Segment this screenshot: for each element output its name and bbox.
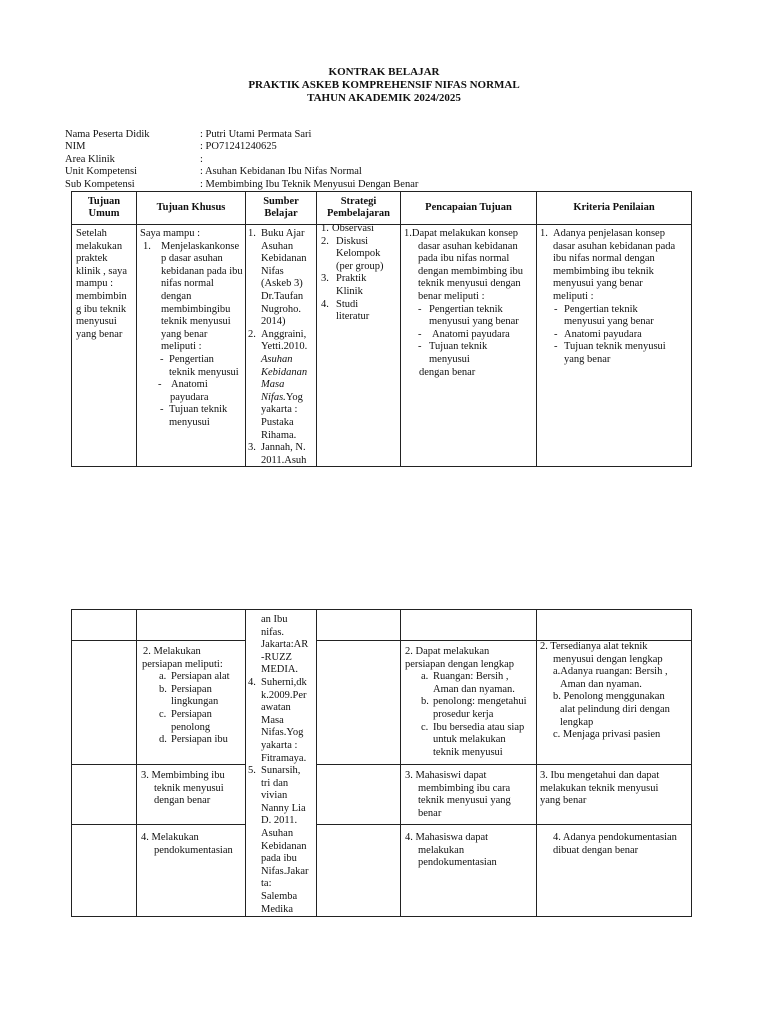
cell-text: yang benar (564, 353, 611, 365)
list-item (248, 329, 316, 442)
cell-text: untuk melakukan (433, 734, 506, 746)
cell-text: klinik , saya (76, 265, 128, 277)
cell-text: Persiapan (171, 683, 212, 695)
cell-text: Tujuan teknik (429, 341, 488, 353)
cell-pencapaian-4 (405, 832, 536, 870)
cell-tujuan-khusus (140, 228, 246, 430)
cell-strategi (321, 223, 400, 324)
bullet: - (160, 404, 164, 416)
cell-text: Salemba (261, 890, 298, 902)
info-label: Sub Kompetensi (65, 178, 135, 190)
cell-text: Asuhan (261, 353, 293, 365)
list-letter: d. (159, 734, 167, 746)
cell-text: 2011.Asuh (261, 454, 307, 466)
cell-text: dengan membimbing ibu (418, 265, 523, 277)
cell-text: menyusui (429, 353, 470, 365)
cell-text: Asuhan (261, 240, 294, 252)
table-border (71, 191, 72, 467)
cell-text: Studi (336, 298, 359, 310)
cell-text: Nifas (261, 265, 284, 277)
cell-text: mampu : (76, 278, 114, 290)
list-letter: a. (421, 671, 429, 683)
cell-text: 3. Mahasiswi dapat (405, 770, 487, 781)
cell-text: melakukan teknik menyusui (540, 782, 659, 794)
list-item (405, 671, 536, 696)
cell-text: dasar asuhan kebidanan pada (553, 240, 676, 252)
cell-text: persiapan meliputi: (142, 658, 223, 670)
info-value: : Asuhan Kebidanan Ibu Nifas Normal (200, 166, 362, 178)
list-letter: c. (421, 721, 429, 733)
cell-text: membimbing ibu cara (418, 782, 511, 794)
bullet: - (554, 328, 558, 340)
info-row (65, 166, 418, 178)
list-item (540, 304, 691, 329)
cell-text: 2. Melakukan (143, 646, 201, 657)
info-value: : (200, 153, 203, 165)
list-item (405, 722, 536, 760)
list-item (321, 236, 400, 274)
list-item (248, 228, 316, 329)
cell-text: yang benar (540, 795, 587, 807)
cell-text: 2. Dapat melakukan (405, 646, 490, 657)
cell-text: dengan (161, 290, 192, 302)
list-number: 3. (321, 273, 329, 285)
cell-text: Anggraini, (261, 328, 307, 340)
list-letter: c. (159, 708, 167, 720)
cell-text: 3. Ibu mengetahui dan dapat (540, 770, 660, 781)
table-border (536, 191, 537, 467)
cell-text: Yog (285, 391, 303, 403)
cell-text: membimbing ibu teknik (553, 265, 654, 277)
list-item (540, 341, 691, 366)
cell-sumber-belajar (248, 228, 316, 467)
table-border (71, 609, 72, 917)
info-label: NIM (65, 141, 86, 153)
list-number: 5. (248, 765, 256, 776)
cell-text: an Ibu (261, 614, 288, 625)
cell-text: Kebidanan (261, 253, 307, 265)
cell-text: Asuhan (261, 827, 294, 839)
table-border (316, 764, 692, 765)
cell-text: ibu nifas normal dengan (553, 253, 655, 265)
table-border (536, 609, 537, 917)
list-number: 1. (248, 228, 256, 239)
cell-text: Dr.Taufan (261, 290, 304, 302)
cell-text: menyusui (169, 416, 210, 428)
list-number: 1. (143, 240, 151, 252)
cell-text: meliputi : (161, 341, 202, 353)
cell-tujuan-khusus-4 (141, 832, 245, 857)
cell-text: a.Adanya ruangan: Bersih , (553, 666, 668, 678)
cell-text: menyusui dengan lengkap (553, 653, 663, 665)
cell-text: MEDIA. (261, 664, 299, 676)
cell-text: melakukan (76, 240, 123, 252)
cell-text: Rihama. (261, 429, 297, 441)
document-title: KONTRAK BELAJAR (328, 66, 440, 78)
cell-text: menyusui yang benar (553, 278, 643, 290)
header-tujuan-khusus (137, 192, 245, 224)
cell-text: Tujuan teknik (169, 404, 228, 416)
header-tujuan-umum (72, 192, 136, 224)
cell-text: (Askeb 3) (261, 278, 303, 290)
bullet: - (554, 341, 558, 353)
header-text: Belajar (264, 208, 298, 219)
list-number: 1. (540, 228, 548, 239)
cell-text: Nanny Lia (261, 802, 306, 814)
list-number: 4. (248, 677, 256, 688)
cell-text: Anatomi (171, 379, 208, 391)
cell-text: benar meliputi : (418, 290, 485, 302)
cell-text: menyusui yang benar (564, 316, 654, 328)
cell-kriteria-4 (553, 832, 691, 857)
cell-text: Observasi (332, 223, 374, 234)
cell-text: tri dan (261, 777, 289, 789)
list-letter: b. (159, 683, 167, 695)
cell-text: pendokumentasian (154, 844, 233, 856)
bullet: - (160, 353, 164, 365)
table-border (136, 609, 137, 917)
cell-text: prosedur kerja (433, 708, 494, 720)
table-border (400, 191, 401, 467)
list-letter: b. (421, 696, 429, 708)
cell-text: teknik menyusui yang (418, 795, 511, 807)
table-border (691, 609, 692, 917)
cell-text: Nifas.Yog (261, 727, 304, 739)
info-row (65, 141, 418, 153)
cell-text: k.2009.Per (261, 689, 307, 701)
cell-text: (per group) (336, 260, 384, 272)
cell-text: Adanya penjelasan konsep (553, 228, 665, 239)
cell-text: penolong: mengetahui (433, 696, 527, 708)
cell-text: 2014) (261, 316, 286, 328)
cell-pencapaian-3 (405, 770, 536, 820)
list-item (404, 341, 536, 366)
cell-text: menyusui yang benar (429, 316, 519, 328)
list-number: 1. (321, 223, 329, 234)
list-letter: a. (159, 671, 167, 683)
cell-text: teknik menyusui (433, 746, 503, 758)
cell-text: pendokumentasian (418, 857, 497, 869)
cell-text: teknik menyusui (161, 316, 231, 328)
cell-text: Tujuan teknik menyusui (564, 341, 666, 353)
info-row (65, 154, 418, 166)
cell-text: 1.Dapat melakukan konsep (404, 228, 519, 239)
cell-text: Kebidanan (261, 366, 308, 378)
table-border (71, 824, 246, 825)
table-border (316, 824, 692, 825)
academic-year: TAHUN AKADEMIK 2024/2025 (307, 92, 461, 104)
list-item (321, 273, 400, 298)
cell-text: 3. Membimbing ibu (141, 770, 225, 781)
list-item (404, 329, 536, 342)
list-item (140, 241, 246, 354)
cell-text: Masa (261, 714, 284, 726)
cell-text: alat pelindung diri dengan (560, 703, 670, 715)
bullet: - (554, 303, 558, 315)
cell-text: payudara (170, 391, 209, 403)
cell-text: lengkap (560, 716, 594, 728)
list-number: 2. (321, 235, 329, 247)
cell-text: 4. Adanya pendokumentasian (553, 832, 677, 843)
document-subtitle: PRAKTIK ASKEB KOMPREHENSIF NIFAS NORMAL (248, 79, 520, 91)
cell-text: Nugroho. (261, 303, 301, 315)
table-border (71, 609, 692, 610)
cell-kriteria-3 (540, 770, 691, 808)
list-item (248, 765, 316, 916)
cell-text: Klinik (336, 285, 363, 297)
cell-text: Yetti.2010. (261, 341, 308, 353)
list-item (143, 684, 245, 709)
cell-text: Persiapan alat (171, 671, 230, 683)
header-text: Tujuan Khusus (156, 201, 226, 213)
cell-text: menyusui (76, 316, 117, 328)
info-label: Nama Peserta Didik (65, 129, 150, 140)
table-border (71, 466, 692, 467)
cell-text: Ibu bersedia atau siap (433, 721, 525, 733)
cell-text: Persiapan (171, 708, 212, 720)
cell-text: dibuat dengan benar (553, 844, 639, 856)
cell-text: dasar asuhan kebidanan (418, 240, 518, 252)
cell-text: Kebidanan (261, 840, 307, 852)
cell-text: Suherni,dk (261, 677, 307, 688)
cell-text: ta: (261, 878, 272, 890)
list-item (248, 442, 316, 467)
list-item (140, 354, 246, 379)
cell-text: Anatomi payudara (432, 328, 510, 340)
info-value: : PO71241240625 (200, 141, 277, 153)
header-pencapaian (401, 192, 536, 224)
header-kriteria (537, 192, 691, 224)
list-item (540, 329, 691, 342)
cell-text: Menjelaskankonse (161, 240, 240, 252)
cell-kriteria-2 (540, 641, 691, 742)
cell-text: Fitramaya. (261, 752, 307, 764)
table-border (400, 609, 401, 917)
cell-text: Pengertian teknik (429, 303, 503, 315)
header-sumber-belajar (246, 192, 316, 224)
cell-text: Buku Ajar (261, 228, 305, 239)
cell-text: teknik menyusui dengan (418, 278, 521, 290)
cell-text: Praktik (336, 273, 367, 285)
cell-text: Aman dan nyaman. (560, 678, 642, 690)
info-value: : Putri Utami Permata Sari (200, 129, 312, 140)
header-text: Pencapaian Tujuan (425, 201, 512, 213)
student-info (65, 129, 418, 191)
cell-text: Pustaka (261, 416, 294, 428)
list-item (321, 299, 400, 324)
header-text: Strategi (340, 195, 377, 207)
list-item (540, 228, 691, 304)
table-border (316, 609, 317, 917)
cell-text: p dasar asuhan (161, 253, 223, 265)
table-border (71, 916, 692, 917)
cell-text: 4. Mahasiswa dapat (405, 832, 489, 843)
cell-text: Diskusi (336, 235, 369, 247)
list-number: 3. (248, 442, 256, 454)
cell-text: Anatomi payudara (564, 328, 642, 340)
cell-text: meliputi : (553, 290, 594, 302)
info-value: : Membimbing Ibu Teknik Menyusui Dengan Benar (200, 178, 419, 190)
header-text: Pembelajaran (327, 208, 390, 219)
bullet: - (158, 379, 162, 391)
cell-tujuan-khusus-2 (143, 646, 245, 747)
cell-text: dengan benar (419, 366, 476, 378)
cell-text: dengan benar (154, 795, 211, 807)
cell-text: Ruangan: Bersih , (433, 671, 509, 683)
cell-text: 2. Tersedianya alat teknik (540, 641, 648, 652)
list-item (405, 696, 536, 721)
cell-text: D. 2011. (261, 815, 298, 827)
cell-text: Setelah (76, 228, 107, 239)
cell-text: awatan (261, 702, 291, 714)
cell-text: literatur (336, 311, 370, 323)
cell-text: teknik menyusui (169, 366, 239, 378)
cell-text: yang benar (161, 328, 208, 340)
table-border (71, 640, 246, 641)
cell-text: yakarta : (261, 404, 298, 416)
cell-text: Kelompok (336, 248, 381, 260)
list-item (404, 304, 536, 329)
cell-text: Nifas. (261, 391, 286, 403)
table-border (316, 191, 317, 467)
header-strategi (317, 192, 400, 224)
cell-text: membimbingibu (161, 303, 231, 315)
info-label: Area Klinik (65, 153, 115, 165)
cell-text: teknik menyusui (154, 782, 224, 794)
table-border (71, 764, 246, 765)
cell-text: Jakarta:AR (261, 639, 309, 651)
cell-kriteria (540, 228, 691, 367)
header-text: Tujuan (87, 195, 121, 207)
cell-text: melakukan (418, 844, 465, 856)
bullet: - (418, 328, 422, 340)
cell-text: Masa (261, 379, 285, 391)
cell-text: Saya mampu : (140, 228, 201, 239)
cell-text: pada ibu (261, 853, 297, 865)
cell-text: Nifas.Jakar (261, 865, 309, 877)
cell-text: vivian (261, 790, 288, 802)
cell-text: nifas. (261, 626, 285, 638)
cell-text: c. Menjaga privasi pasien (553, 729, 661, 741)
info-row (65, 179, 418, 191)
cell-pencapaian (404, 228, 536, 379)
list-item (143, 671, 245, 684)
bullet: - (418, 303, 422, 315)
info-label: Unit Kompetensi (65, 166, 138, 178)
cell-text: yang benar (76, 328, 123, 340)
table-border (245, 609, 246, 917)
cell-text: -RUZZ (261, 651, 292, 663)
cell-text: Pengertian (169, 353, 214, 365)
cell-text: lingkungan (171, 696, 219, 708)
list-number: 4. (321, 298, 329, 310)
cell-text: b. Penolong menggunakan (553, 691, 665, 703)
cell-text: nifas normal (161, 278, 214, 290)
list-number: 2. (248, 328, 256, 340)
info-row (65, 129, 418, 141)
cell-sumber-lanjutan (261, 614, 316, 677)
table-border (136, 191, 137, 467)
header-text: Sumber (263, 195, 299, 207)
cell-text: benar (418, 807, 442, 819)
list-item (321, 223, 400, 236)
cell-text: Sunarsih, (261, 765, 301, 776)
cell-text: 4. Melakukan (141, 832, 199, 843)
list-item (143, 709, 245, 734)
cell-tujuan-khusus-3 (141, 770, 245, 808)
cell-text: g ibu teknik (76, 303, 127, 315)
cell-text: yakarta : (261, 739, 298, 751)
cell-text: Persiapan ibu (171, 734, 228, 746)
cell-tujuan-umum (76, 228, 136, 341)
cell-text: persiapan dengan lengkap (405, 658, 515, 670)
list-item (140, 379, 246, 404)
cell-text: penolong (171, 721, 211, 733)
cell-text: membimbin (76, 290, 127, 302)
list-item (248, 677, 316, 765)
table-border (691, 191, 692, 467)
cell-text: Jannah, N. (261, 442, 306, 454)
list-item (140, 404, 246, 429)
cell-text: Aman dan nyaman. (433, 683, 515, 695)
cell-text: pada ibu nifas normal (418, 253, 510, 265)
bullet: - (418, 341, 422, 353)
list-item (143, 734, 245, 747)
cell-pencapaian-2 (405, 646, 536, 759)
cell-text: Medika (261, 903, 294, 915)
cell-text: Pengertian teknik (564, 303, 638, 315)
header-text: Kriteria Penilaian (573, 201, 655, 213)
header-text: Umum (88, 208, 120, 219)
cell-text: praktek (76, 253, 108, 265)
cell-text: kebidanan pada ibu (161, 265, 243, 277)
